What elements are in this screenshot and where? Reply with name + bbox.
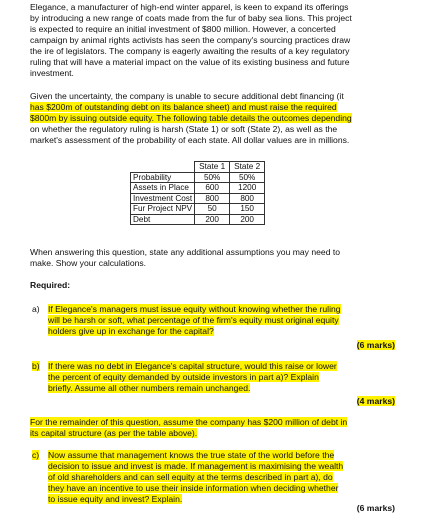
question-b-label-text: b) [32, 361, 40, 371]
table-cell: 800 [195, 193, 230, 204]
qc-line-1 [48, 450, 398, 461]
outcome-table [130, 161, 265, 225]
qa-line-3-highlight: holders give up in exchange for the capital? [48, 326, 214, 336]
assumptions-paragraph [30, 247, 398, 269]
qc-line-4-highlight: they have an incentive to use their inside information when deciding whether [48, 483, 339, 493]
qc-line-3-highlight: of old shareholders and can sell equity at the terms described in part a), do [48, 472, 333, 482]
intro-line-7 [30, 68, 398, 79]
question-a [32, 304, 398, 337]
para2-line-5 [30, 135, 398, 146]
intro-line-5 [30, 46, 398, 57]
question-b-label [32, 361, 40, 372]
para3-line-1 [30, 247, 398, 258]
para3-line-1-text: When answering this question, state any additional assumptions you may need to [30, 247, 341, 257]
uncertainty-paragraph [30, 91, 398, 146]
qb-line-1-highlight: If there was no debt in Elegance's capital structure, would this raise or lower [48, 361, 337, 371]
table-cell: 50% [195, 172, 230, 183]
para2-line-1-text: Given the uncertainty, the company is unable to secure additional debt financing (it [30, 91, 344, 101]
table-row-label: Debt [131, 214, 195, 225]
question-c-label [32, 450, 39, 461]
para2-line-1 [30, 91, 398, 102]
qa-line-1 [48, 304, 398, 315]
intro-line-4 [30, 35, 398, 46]
table-row [131, 204, 265, 215]
para2-line-2-highlight: has $200m of outstanding debt on its balance sheet) and must raise the required [30, 102, 337, 112]
question-b [32, 361, 398, 394]
table-row [131, 214, 265, 225]
intro-line-2-text: by introducing a new range of coats made from the fur of baby sea lions. This project [30, 13, 352, 23]
intro-line-2 [30, 13, 398, 24]
question-c-marks: (6 marks) [356, 503, 395, 513]
qc-line-5-highlight: to issue equity and invest? Explain. [48, 494, 183, 504]
qc-line-2 [48, 461, 398, 472]
qc-line-2-highlight: decision to issue and invest is made. If management is maximising the wealth [48, 461, 344, 471]
table-cell: 50 [195, 204, 230, 215]
qa-line-3 [48, 326, 398, 337]
qb-line-2-highlight: the percent of equity demanded by outside investors in part a)? Explain [48, 372, 319, 382]
intro-line-1-text: Elegance, a manufacturer of high-end winter apparel, is keen to expand its offerings [30, 2, 349, 12]
intro-line-3-text: is expected to require an initial investment of $800 million. However, a concerted [30, 24, 336, 34]
para3-line-2 [30, 258, 398, 269]
intro-line-7-text: investment. [30, 68, 74, 78]
question-b-marks-text: (4 marks) [356, 396, 395, 406]
intro-line-3 [30, 24, 398, 35]
table-header-state2: State 2 [230, 162, 265, 173]
qb-line-3 [48, 383, 398, 394]
para2-line-4 [30, 124, 398, 135]
intro-line-5-text: the ire of legislators. The company is eagerly awaiting the results of a key regulatory [30, 46, 350, 56]
intro-line-6 [30, 57, 398, 68]
qc-line-4 [48, 483, 398, 494]
qc-line-3 [48, 472, 398, 483]
qb-line-3-highlight: briefly. Assume all other numbers remain unchanged. [48, 383, 251, 393]
table-cell: 150 [230, 204, 265, 215]
intro-paragraph [30, 2, 398, 79]
question-c-label-text: c) [32, 450, 40, 460]
intro-line-4-text: campaign by animal rights activists has seen the company's sourcing practices draw [30, 35, 351, 45]
table-cell: 1200 [230, 183, 265, 194]
table-row-label: Probability [131, 172, 195, 183]
table-cell: 600 [195, 183, 230, 194]
question-c [32, 450, 398, 505]
para2-line-3-highlight: $800m by issuing outside equity. The following table details the outcomes depending [30, 113, 352, 123]
qc-line-1-highlight: Now assume that management knows the true state of the world before the [48, 450, 335, 460]
para2-line-3 [30, 113, 398, 124]
table-row-label: Fur Project NPV [131, 204, 195, 215]
qa-line-2-highlight: will be harsh or soft, what percentage of the firm's equity must original equity [48, 315, 339, 325]
para2-line-4-text: on whether the regulatory ruling is harsh (State 1) or soft (State 2), as well as the [30, 124, 338, 134]
qb-line-1 [48, 361, 398, 372]
table-corner [131, 162, 195, 173]
table-cell: 50% [230, 172, 265, 183]
table-row [131, 193, 265, 204]
intro-line-6-text: ruling that will have a material impact on the value of its existing business and future [30, 57, 350, 67]
table-row [131, 172, 265, 183]
table-header-row [131, 162, 265, 173]
required-heading: Required: [30, 280, 71, 290]
para2-line-2 [30, 102, 398, 113]
table-row-label: Investment Cost [131, 193, 195, 204]
table-cell: 200 [230, 214, 265, 225]
qa-line-1-highlight: If Elegance's managers must issue equity without knowing whether the ruling [48, 304, 341, 314]
para4-line-1-highlight: For the remainder of this question, assume the company has $200 million of debt in [30, 417, 348, 427]
remainder-paragraph [30, 417, 398, 439]
para4-line-1 [30, 417, 398, 428]
para3-line-2-text: make. Show your calculations. [30, 258, 147, 268]
question-a-marks-text: (6 marks) [356, 340, 395, 350]
question-b-marks [357, 396, 395, 407]
qb-line-2 [48, 372, 398, 383]
para2-line-5-text: market's assessment of the probability of each state. All dollar values are in millions. [30, 135, 350, 145]
para4-line-2 [30, 428, 398, 439]
question-a-label: a) [32, 304, 40, 314]
table-row [131, 183, 265, 194]
para4-line-2-highlight: its capital structure (as per the table above). [30, 428, 198, 438]
table-cell: 200 [195, 214, 230, 225]
question-a-marks [357, 340, 395, 351]
table-row-label: Assets in Place [131, 183, 195, 194]
intro-line-1 [30, 2, 398, 13]
table-cell: 800 [230, 193, 265, 204]
qa-line-2 [48, 315, 398, 326]
table-header-state1: State 1 [195, 162, 230, 173]
qc-line-5 [48, 494, 398, 505]
